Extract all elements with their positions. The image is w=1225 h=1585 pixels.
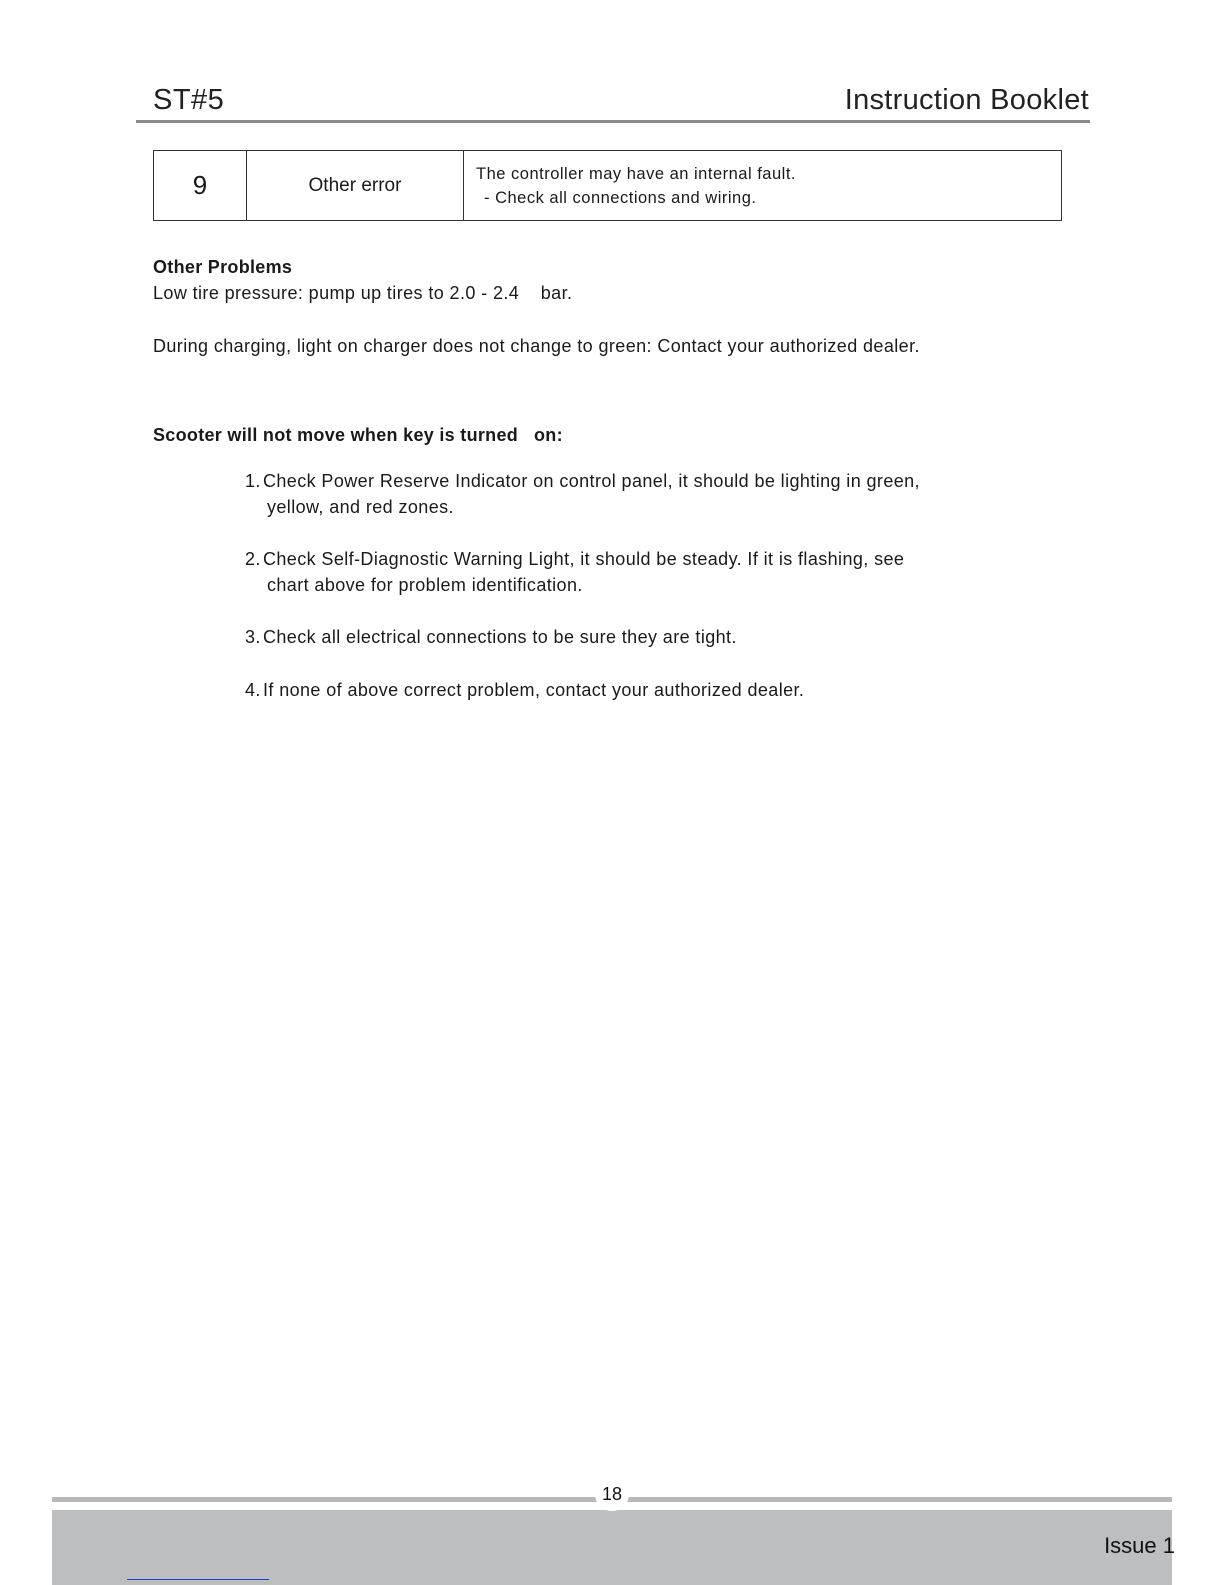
list-item-text: If none of above correct problem, contact your authorized dealer. xyxy=(263,680,805,700)
list-item xyxy=(245,624,1065,650)
list-item-text: yellow, and red zones. xyxy=(267,497,454,517)
list-item-number: 4. xyxy=(245,680,261,700)
header-model: ST#5 xyxy=(153,84,225,116)
error-table xyxy=(153,150,1062,221)
charging-text: During charging, light on charger does not change to green: Contact your authorized dealer. xyxy=(153,336,920,356)
list-item-text: Check Power Reserve Indicator on control panel, it should be lighting in green, xyxy=(263,471,920,491)
error-description-line: The controller may have an internal fault. xyxy=(476,164,796,183)
list-item-text: chart above for problem identification. xyxy=(267,575,583,595)
page-number: 18 xyxy=(595,1477,629,1511)
list-item xyxy=(245,546,1065,598)
tire-pressure-text: Low tire pressure: pump up tires to 2.0 - 2.4 bar. xyxy=(153,283,573,303)
scooter-heading: Scooter will not move when key is turned on: xyxy=(153,425,563,445)
list-item xyxy=(245,468,1065,520)
error-name: Other error xyxy=(247,151,464,221)
footer-band xyxy=(52,1510,1172,1585)
error-description xyxy=(464,151,1062,221)
header-title: Instruction Booklet xyxy=(844,84,1089,116)
list-item-text: Check all electrical connections to be sure they are tight. xyxy=(263,627,737,647)
list-item xyxy=(245,677,1065,703)
other-problems-heading: Other Problems xyxy=(153,257,293,277)
issue-label: Issue 1 xyxy=(1104,1533,1175,1558)
table-row xyxy=(154,151,1062,221)
footer-link-underline[interactable] xyxy=(127,1579,269,1580)
list-item-number: 3. xyxy=(245,627,261,647)
header-divider xyxy=(136,120,1090,123)
list-item-number: 2. xyxy=(245,549,261,569)
error-description-line: - Check all connections and wiring. xyxy=(484,188,757,207)
list-item-text: Check Self-Diagnostic Warning Light, it should be steady. If it is flashing, see xyxy=(263,549,905,569)
error-code: 9 xyxy=(154,151,247,221)
list-item-number: 1. xyxy=(245,471,261,491)
